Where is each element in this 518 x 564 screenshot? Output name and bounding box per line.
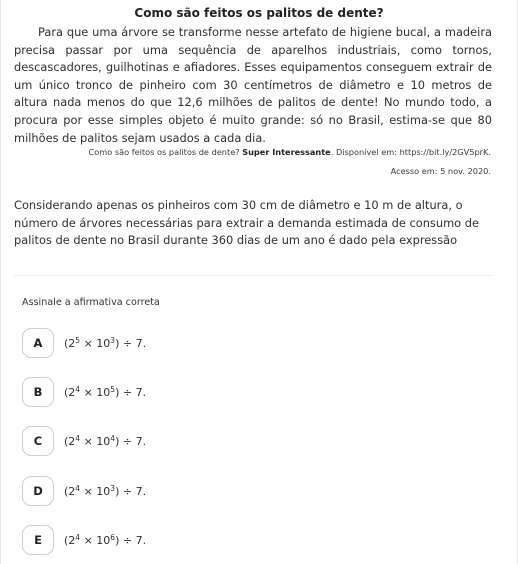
paragraph-text: Para que uma árvore se transforme nesse artefato de higiene bucal, a madeira precisa passar por uma sequência de aparelhos industriais, como tornos, descascadores, guilhotinas e afiadores. Esses equipamentos conseguem extrair de um único tronco de pinheiro com 30 centímetros de diâmetro e 10 metros de altura nada menos do que 12,6 milhões de palitos de dente! No mundo todo, a procura por esse simples objeto é muito grande: só no Brasil, estima-se que 80 milhões de palitos sejam usados a cada dia. (14, 25, 492, 145)
alternative-letter[interactable]: D (22, 476, 54, 506)
alternative-expression: $(2^4 \times 10^6) \div 7$. (64, 533, 147, 547)
question-text: Considerando apenas os pinheiros com 30 cm de diâmetro e 10 m de altura, o número de árvores necessárias para extrair a demanda estimada de consumo de palitos de dente no Brasil durante 360 dias de um ano é dado pela expressão (14, 198, 479, 248)
page-title: Como são feitos os palitos de dente? (134, 6, 384, 20)
instruction-text: Assinale a afirmativa correta (22, 297, 160, 308)
alternative-expression: $(2^4 \times 10^3) \div 7$. (64, 484, 147, 498)
source-suffix: . Disponível em: https://bit.ly/2GV5prK. (330, 147, 491, 157)
text-paragraph (14, 24, 492, 147)
alternative-letter[interactable]: E (22, 525, 54, 555)
alternative-expression: $(2^4 \times 10^4) \div 7$. (64, 434, 147, 448)
alternative-d[interactable] (22, 476, 322, 506)
alternative-letter[interactable]: A (22, 328, 54, 358)
alternative-c[interactable] (22, 426, 322, 456)
alternative-letter[interactable]: C (22, 426, 54, 456)
alternative-expression: $(2^4 \times 10^5) \div 7$. (64, 385, 147, 399)
source-accessed: Acesso em: 5 nov. 2020. (390, 166, 491, 176)
alternative-a[interactable] (22, 328, 322, 358)
source-publication: Super Interessante (242, 147, 331, 157)
alternative-expression: $(2^5 \times 10^3) \div 7$. (64, 336, 147, 350)
divider (14, 275, 492, 276)
source-citation (21, 147, 491, 157)
alternative-b[interactable] (22, 377, 322, 407)
alternative-e[interactable] (22, 525, 322, 555)
source-prefix: Como são feitos os palitos de dente? (88, 147, 243, 157)
alternative-letter[interactable]: B (22, 377, 54, 407)
